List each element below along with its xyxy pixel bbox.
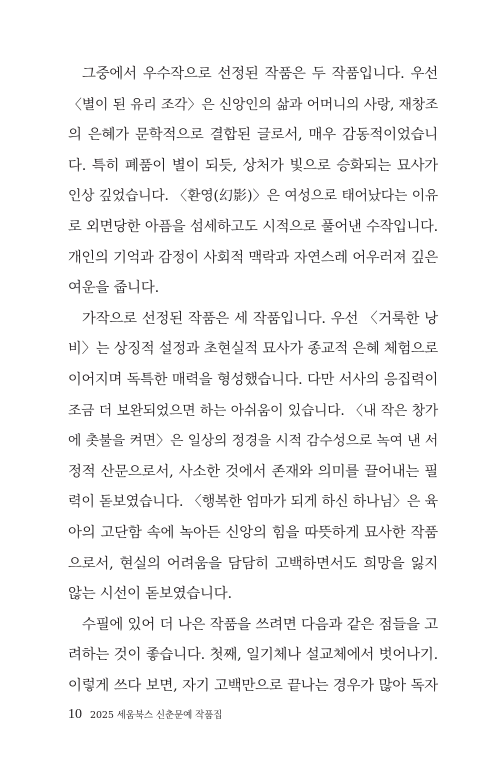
text-line: 정적 산문으로서, 사소한 것에서 존재와 의미를 끌어내는 필: [68, 463, 438, 480]
text-line: 비〉는 상징적 설정과 초현실적 묘사가 종교적 은혜 체험으로: [68, 341, 438, 358]
text-line: 조금 더 보완되었으면 하는 아쉬움이 있습니다. 〈내 작은 창가: [68, 402, 438, 419]
text-line: 다. 특히 폐품이 별이 되듯, 상처가 빛으로 승화되는 묘사가: [68, 157, 438, 174]
text-line: 가작으로 선정된 작품은 세 작품입니다. 우선 〈거룩한 낭: [82, 310, 438, 327]
body-text: [68, 59, 438, 701]
text-line: 이어지며 독특한 매력을 형성했습니다. 다만 서사의 응집력이: [68, 371, 438, 388]
text-line: 않는 시선이 돋보였습니다.: [68, 586, 232, 603]
page-footer: [68, 707, 222, 727]
text-line: 로 외면당한 아픔을 섬세하고도 시적으로 풀어낸 수작입니다.: [68, 218, 438, 235]
text-line: 이렇게 쓰다 보면, 자기 고백만으로 끝나는 경우가 많아 독자: [68, 677, 438, 694]
text-line: 려하는 것이 좋습니다. 첫째, 일기체나 설교체에서 벗어나기.: [68, 647, 438, 664]
page-number: 10: [68, 707, 82, 722]
text-line: 수필에 있어 더 나은 작품을 쓰려면 다음과 같은 점들을 고: [82, 616, 438, 633]
text-line: 으로서, 현실의 어려움을 담담히 고백하면서도 희망을 잃지: [68, 555, 438, 572]
text-line: 여운을 줍니다.: [68, 280, 159, 297]
text-line: 〈별이 된 유리 조각〉은 신앙인의 삶과 어머니의 사랑, 재창조: [68, 96, 438, 113]
text-line: 인상 깊었습니다. 〈환영(幻影)〉은 여성으로 태어났다는 이유: [68, 188, 438, 205]
text-line: 그중에서 우수작으로 선정된 작품은 두 작품입니다. 우선: [82, 66, 438, 82]
running-title: 2025 세움북스 신춘문예 작품집: [90, 710, 223, 721]
text-line: 에 촛불을 켜면〉은 일상의 정경을 시적 감수성으로 녹여 낸 서: [68, 433, 438, 450]
text-line: 력이 돋보였습니다. 〈행복한 엄마가 되게 하신 하나님〉은 육: [68, 494, 438, 511]
text-line: 아의 고단함 속에 녹아든 신앙의 힘을 따뜻하게 묘사한 작품: [68, 524, 438, 541]
text-line: 개인의 기억과 감정이 사회적 맥락과 자연스레 어우러져 깊은: [68, 249, 438, 266]
text-line: 의 은혜가 문학적으로 결합된 글로서, 매우 감동적이었습니: [68, 127, 438, 144]
